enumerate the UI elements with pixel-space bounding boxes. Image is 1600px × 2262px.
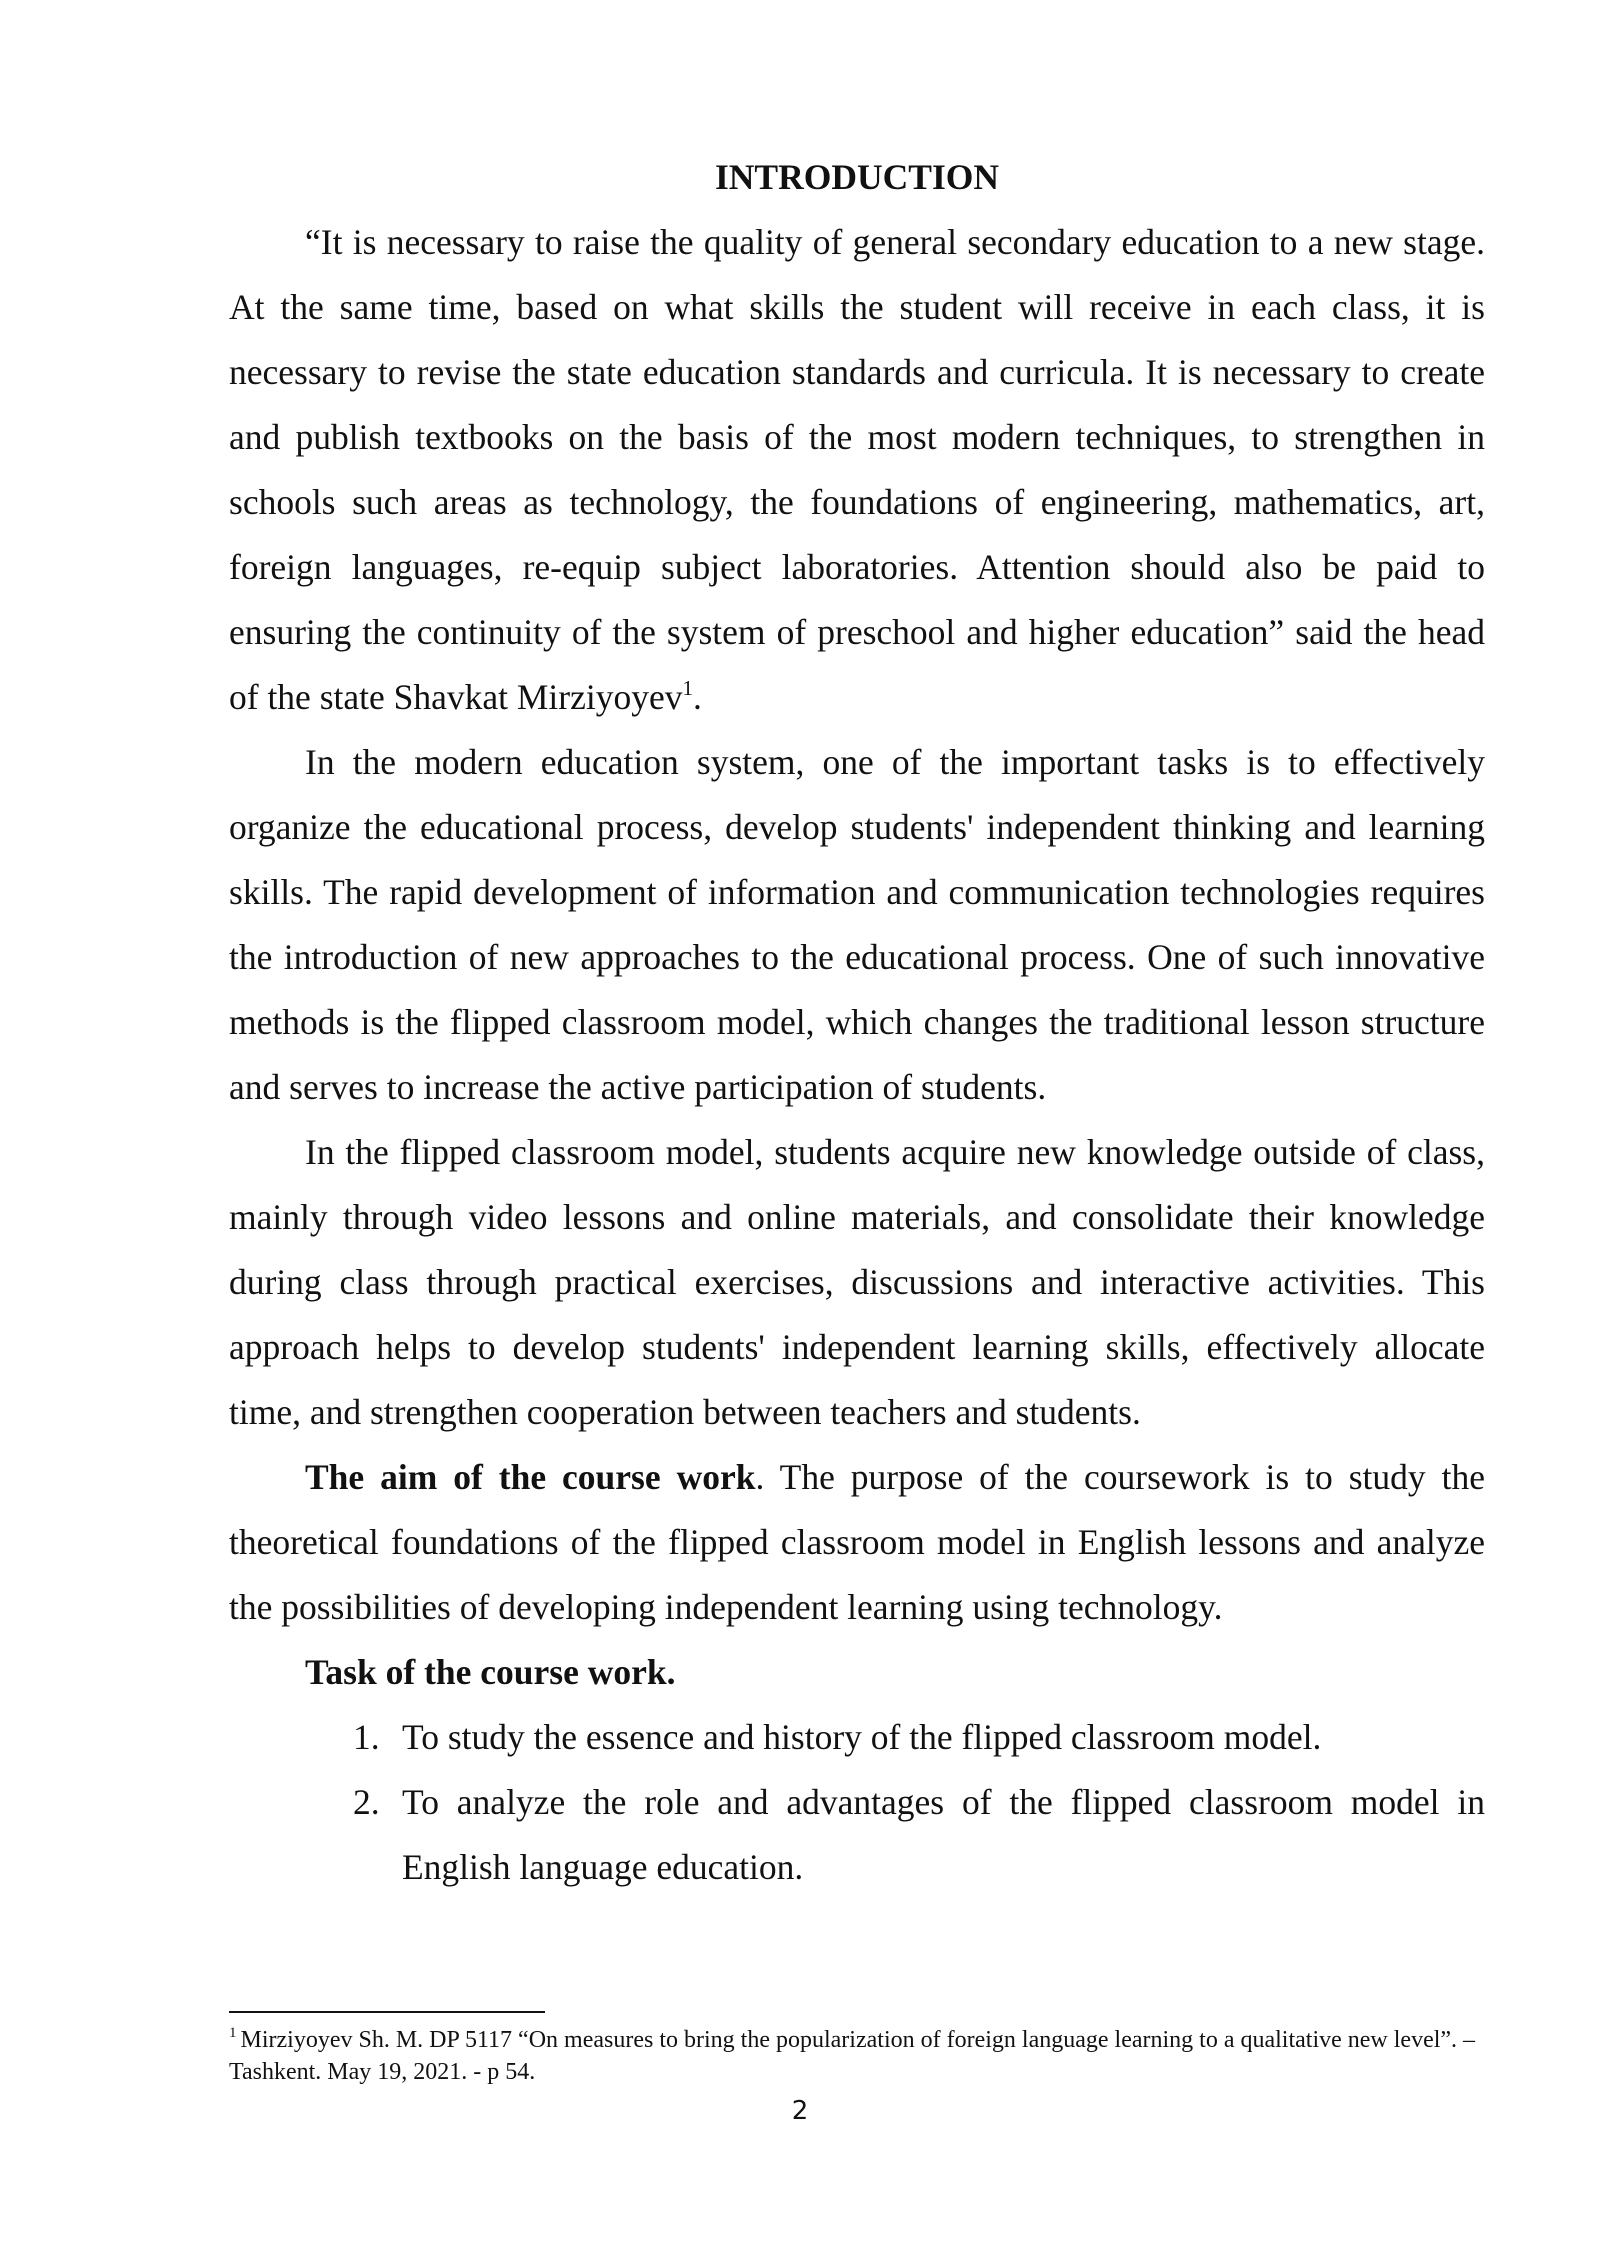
footnote-divider (229, 2011, 545, 2013)
page-number: 2 (791, 2096, 809, 2126)
list-item-text: To analyze the role and advantages of the flipped classroom model in English language education. (402, 1782, 1485, 1887)
list-item-number: 1. (353, 1717, 380, 1757)
list-item (229, 1705, 1485, 1770)
footnote-text: Mirziyoyev Sh. M. DP 5117 “On measures to bring the popularization of foreign language learning to a qualitative new level”. – Tashkent. May 19, 2021. - p 54. (229, 2027, 1476, 2085)
section-heading: INTRODUCTION (714, 157, 1000, 197)
paragraph-quote (229, 210, 1485, 730)
footnote-mark: 1 (229, 2025, 237, 2041)
paragraph-modern-education: In the modern education system, one of the important tasks is to effectively organize the educational process, develop students' independent thinking and learning skills. The rapid development of information and communication technologies requires the introduction of new approaches to the educational process. One of such innovative methods is the flipped classroom model, which changes the traditional lesson structure and serves to increase the active participation of students. (229, 742, 1485, 1107)
list-item-text: To study the essence and history of the flipped classroom model. (402, 1717, 1322, 1757)
paragraph-quote-end: . (693, 677, 702, 717)
list-item-number: 2. (353, 1782, 380, 1822)
paragraph-flipped-model: In the flipped classroom model, students acquire new knowledge outside of class, mainly through video lessons and online materials, and consolidate their knowledge during class through practical exercises, discussions and interactive activities. This approach helps to develop students' independent learning skills, effectively allocate time, and strengthen cooperation between teachers and students. (229, 1132, 1485, 1432)
aim-text: . The purpose of the coursework is to study the theoretical foundations of the flipped classroom model in English lessons and analyze the possibilities of developing independent learning using technology. (229, 1457, 1485, 1627)
main-text (229, 145, 1485, 1900)
list-item (229, 1770, 1485, 1900)
task-list (229, 1705, 1485, 1900)
aim-label: The aim of the course work (305, 1457, 756, 1497)
task-heading: Task of the course work. (305, 1652, 676, 1692)
footnote (229, 2024, 1485, 2088)
paragraph-aim (229, 1445, 1485, 1640)
paragraph-quote-text: “It is necessary to raise the quality of general secondary education to a new stage. At the same time, based on what skills the student will receive in each class, it is necessary to revise the state education standards and curricula. It is necessary to create and publish textbooks on the basis of the most modern techniques, to strengthen in schools such areas as technology, the foundations of engineering, mathematics, art, foreign languages, re-equip subject laboratories. Attention should also be paid to ensuring the continuity of the system of preschool and higher education” said the head of the state Shavkat Mirziyoyev (229, 222, 1485, 717)
footnote-reference[interactable]: 1 (682, 676, 693, 700)
